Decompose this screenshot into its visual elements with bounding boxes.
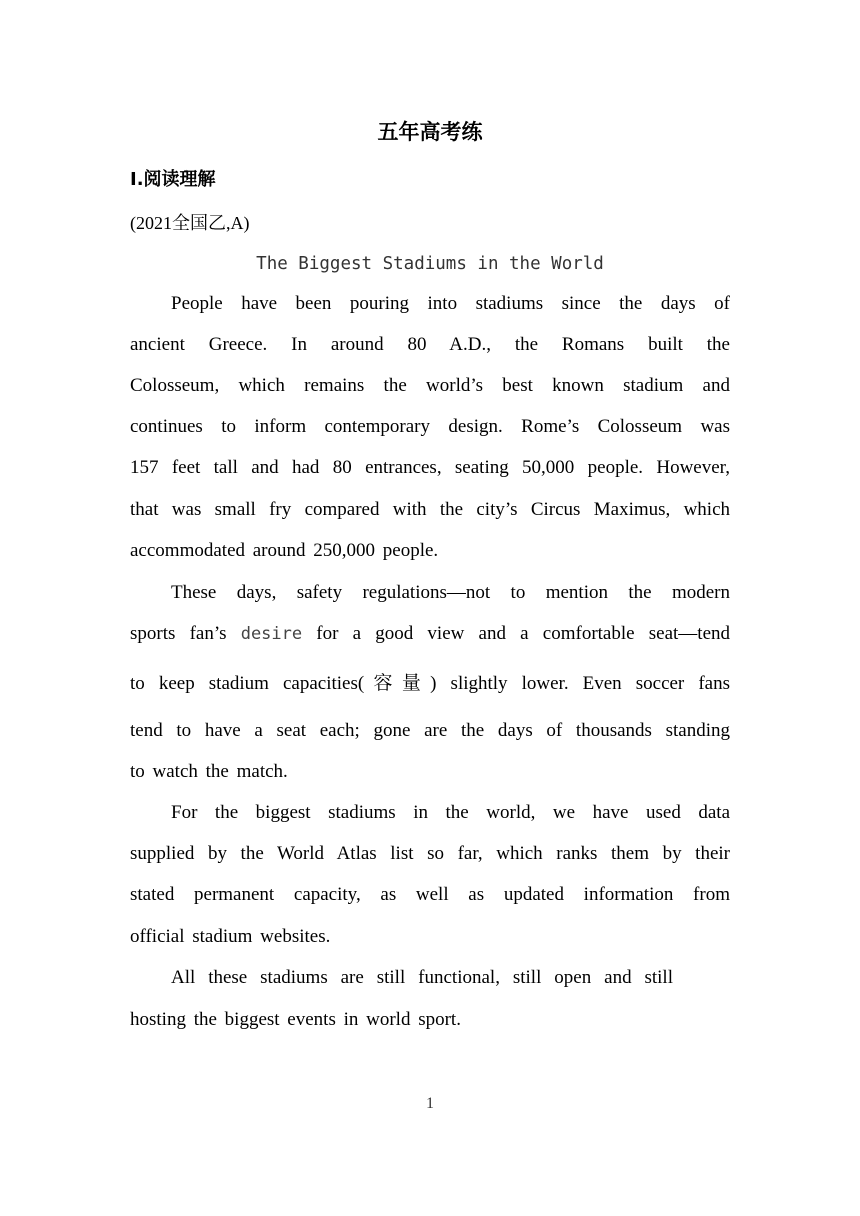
text-line: ancient Greece. In around 80 A.D., the Romans built the [130,334,730,355]
chinese-gloss: 容量 [364,672,431,694]
text-line: These days, safety regulations—not to mention the modern [171,582,730,603]
text-segment: sports fan’s [130,623,241,644]
text-line [130,669,730,698]
text-line: to watch the match. [130,761,288,782]
text-line: hosting the biggest events in world sport. [130,1009,461,1030]
text-line: For the biggest stadiums in the world, we have used data [171,802,730,823]
text-line: that was small fry compared with the city’s Circus Maximus, which [130,499,730,520]
text-line: People have been pouring into stadiums since the days of [171,293,730,314]
text-line: continues to inform contemporary design. Rome’s Colosseum was [130,416,730,437]
page-number: 1 [426,1095,434,1112]
page-title: 五年高考练 [377,120,483,144]
source-label: (2021全国乙,A) [130,213,250,233]
text-line: All these stadiums are still functional, still open and still [171,967,673,988]
text-line: accommodated around 250,000 people. [130,540,439,561]
text-segment: ) slightly lower. Even soccer fans [430,673,730,694]
section-heading: Ⅰ.阅读理解 [130,169,216,190]
text-segment: to keep stadium capacities( [130,673,365,694]
text-segment: for a good view and a comfortable seat—tend [302,623,731,644]
highlighted-word: desire [240,624,303,644]
text-line: supplied by the World Atlas list so far, which ranks them by their [130,843,730,864]
text-line: tend to have a seat each; gone are the days of thousands standing [130,720,730,741]
text-line: Colosseum, which remains the world’s best known stadium and [130,375,730,396]
text-line: 157 feet tall and had 80 entrances, seating 50,000 people. However, [130,457,730,478]
text-line: official stadium websites. [130,926,331,947]
text-line: stated permanent capacity, as well as updated information from [130,884,730,905]
passage-title: The Biggest Stadiums in the World [256,254,604,274]
text-line [130,620,730,648]
